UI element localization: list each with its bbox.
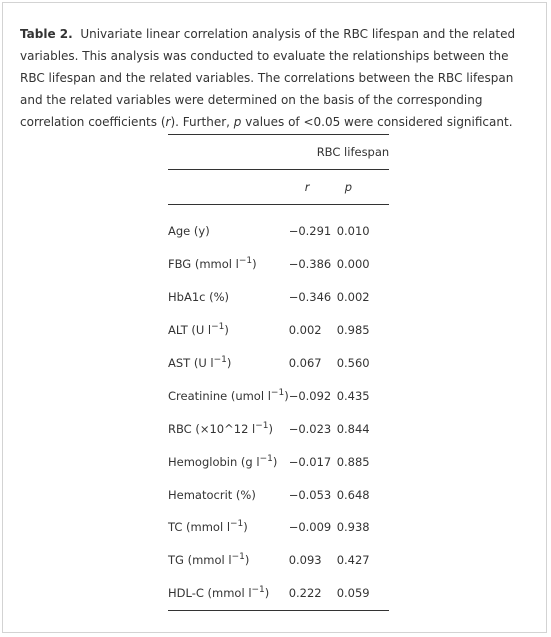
p-value-cell: 0.010 <box>336 224 370 239</box>
caption-text-1: Univariate linear correlation analysis of the RBC lifespan and the related variables. This analysis was conducted to evaluate the relationships between the RBC lifespan and the related variables. The correlations between the RBC lifespan and the related variables were determined on the basis of the corresponding correlation coefficients ( <box>20 27 516 129</box>
variable-name-end: ) <box>252 257 257 272</box>
unit-exponent: −1 <box>211 322 225 333</box>
variable-cell <box>168 248 289 281</box>
r-value-cell: −0.017 <box>288 454 332 469</box>
p-value-cell: 0.844 <box>336 421 370 436</box>
table-row <box>168 445 389 478</box>
variable-name-end: ) <box>284 388 289 403</box>
r-value-cell: 0.093 <box>288 553 322 568</box>
col-header-r: r <box>304 180 310 194</box>
group-header: RBC lifespan <box>316 145 390 159</box>
variable-cell <box>168 379 289 412</box>
caption-text-2: ). Further, <box>170 115 234 129</box>
variable-name: Hemoglobin (g l <box>168 454 260 469</box>
unit-exponent: −1 <box>259 453 273 464</box>
caption-p-symbol: p <box>233 115 242 129</box>
variable-name-end: ) <box>268 421 274 436</box>
table-label: Table 2. <box>20 27 73 41</box>
variable-name-end: ) <box>243 520 248 535</box>
r-value-cell: 0.002 <box>288 323 322 338</box>
variable-cell <box>168 347 289 380</box>
caption-text-3: values of <0.05 were considered significant. <box>241 115 513 129</box>
variable-cell <box>168 544 289 577</box>
r-value-cell: −0.023 <box>288 421 332 436</box>
variable-cell <box>168 478 289 511</box>
unit-exponent: −1 <box>230 519 244 530</box>
r-value-cell: 0.067 <box>288 356 322 370</box>
p-value-cell: 0.648 <box>336 487 370 502</box>
variable-cell <box>168 445 289 478</box>
table-row <box>168 379 389 412</box>
variable-name: HbA1c (%) <box>168 290 230 305</box>
variable-name-end: ) <box>244 553 250 568</box>
variable-name: AST (U l <box>168 356 214 370</box>
table-row <box>168 347 389 380</box>
variable-name: Hematocrit (%) <box>168 487 256 502</box>
variable-name: ALT (U l <box>168 323 212 338</box>
variable-name: TC (mmol l <box>168 520 231 535</box>
unit-exponent: −1 <box>270 388 285 399</box>
r-value-cell: −0.092 <box>288 388 332 403</box>
p-value-cell: 0.000 <box>336 257 370 272</box>
correlation-table <box>168 134 389 611</box>
col-header-p: p <box>344 180 352 194</box>
r-value-cell: −0.291 <box>288 224 332 239</box>
p-value-cell: 0.560 <box>336 356 370 370</box>
table-row <box>168 248 389 281</box>
table-row <box>168 314 389 347</box>
variable-cell <box>168 281 289 314</box>
variable-name: Age (y) <box>168 224 210 239</box>
r-value-cell: 0.222 <box>288 586 322 601</box>
p-value-cell: 0.059 <box>336 586 370 601</box>
variable-cell <box>168 577 289 610</box>
unit-exponent: −1 <box>213 355 227 366</box>
r-value-cell: −0.009 <box>288 520 332 535</box>
variable-cell <box>168 412 289 445</box>
r-value-cell: −0.386 <box>288 257 332 272</box>
variable-name-end: ) <box>264 586 270 601</box>
table-row <box>168 478 389 511</box>
r-value-cell: −0.053 <box>288 487 332 502</box>
variable-cell <box>168 314 289 347</box>
p-value-cell: 0.938 <box>336 520 370 535</box>
caption-r-symbol: r <box>165 115 171 129</box>
table-row <box>168 511 389 544</box>
p-value-cell: 0.427 <box>336 553 370 568</box>
p-value-cell: 0.985 <box>336 323 370 338</box>
table-row <box>168 544 389 577</box>
r-value-cell: −0.346 <box>288 290 332 305</box>
table-row <box>168 215 389 248</box>
variable-name: FBG (mmol l <box>168 257 239 272</box>
unit-exponent: −1 <box>251 585 265 596</box>
variable-name-end: ) <box>226 356 232 370</box>
variable-cell <box>168 511 289 544</box>
variable-cell <box>168 215 289 248</box>
variable-name-end: ) <box>272 454 278 469</box>
variable-name: HDL-C (mmol l <box>168 586 252 601</box>
variable-name-end: ) <box>224 323 229 338</box>
p-value-cell: 0.002 <box>336 290 370 305</box>
table-row <box>168 412 389 445</box>
unit-exponent: −1 <box>238 256 253 267</box>
table-row <box>168 577 389 610</box>
table-row <box>168 281 389 314</box>
variable-name: TG (mmol l <box>168 553 232 568</box>
p-value-cell: 0.435 <box>336 388 370 403</box>
table-caption <box>20 23 530 133</box>
p-value-cell: 0.885 <box>336 454 370 469</box>
unit-exponent: −1 <box>231 552 245 563</box>
variable-name: Creatinine (umol l <box>168 388 271 403</box>
variable-name: RBC (×10^12 l <box>168 421 256 436</box>
unit-exponent: −1 <box>255 420 269 431</box>
